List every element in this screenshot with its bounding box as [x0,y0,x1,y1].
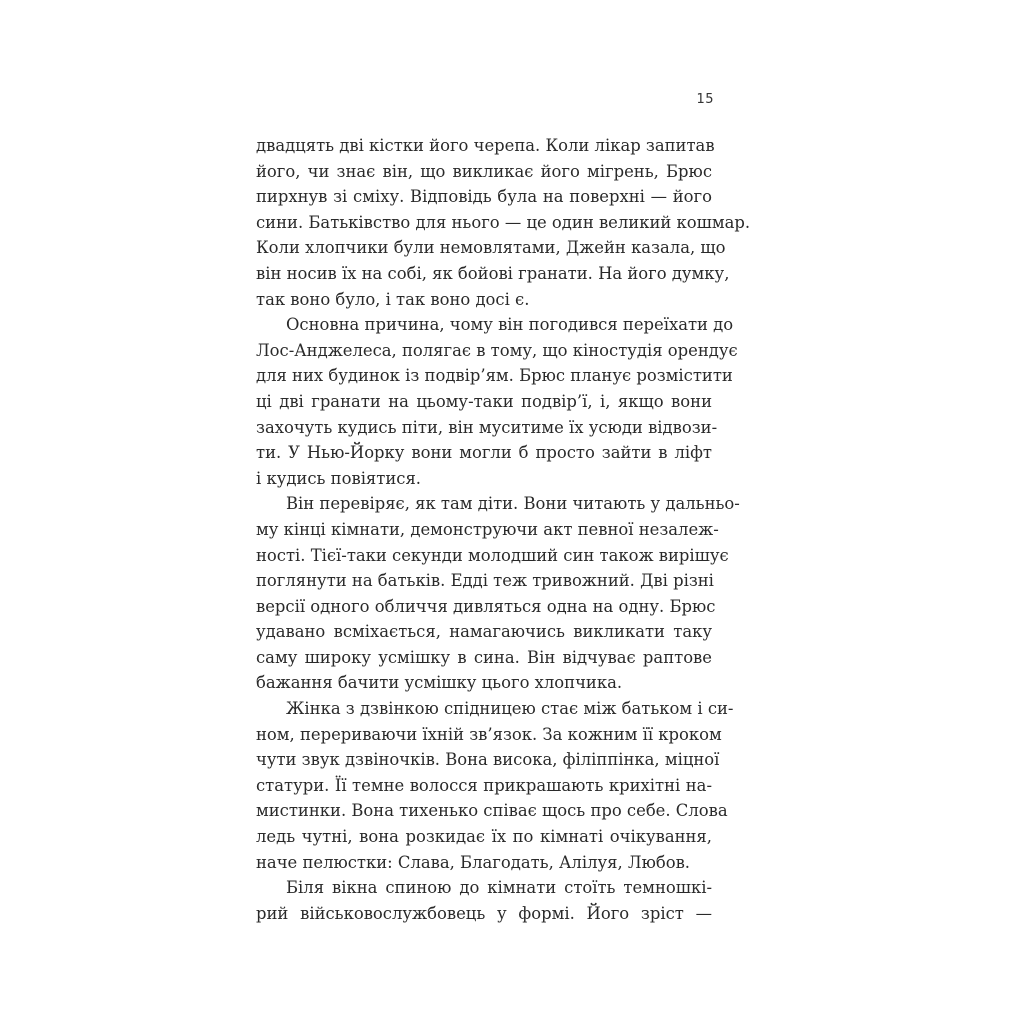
text-line: бажання бачити усмішку цього хлопчика. [256,673,623,693]
text-line: му кінці кімнати, демонструючи акт певної незалеж- [256,519,719,539]
text-line: так воно було, і так воно досі є. [256,289,530,309]
text-line: Лос-Анджелеса, полягає в тому, що кіностудія орендує [256,340,738,360]
paragraph-3 [256,491,740,696]
text-line: Коли хлопчики були немовлятами, Джейн казала, що [256,238,726,258]
paragraph-5 [256,875,712,926]
text-line: захочуть кудись піти, він муситиме їх усюди відвози- [256,417,718,437]
paragraph-1 [256,133,751,312]
paragraph-4 [256,696,734,875]
text-line: ледь чутні, вона розкидає їх по кімнаті очікування, [256,827,712,847]
text-line: для них будинок із подвір’ям. Брюс планує розмістити [256,366,733,386]
text-line: удавано всміхається, намагаючись викликати таку [256,622,712,642]
text-line: ном, перериваючи їхній зв’язок. За кожним її кроком [256,724,722,744]
text-line: чути звук дзвіночків. Вона висока, філіппінка, міцної [256,750,720,770]
text-line: ці дві гранати на цьому-таки подвір’ї, і, якщо вони [256,391,712,411]
text-line: двадцять дві кістки його черепа. Коли лікар запитав [256,136,715,155]
text-line: поглянути на батьків. Едді теж тривожний. Дві різні [256,571,714,591]
text-line: наче пелюстки: Слава, Благодать, Алілуя, Любов. [256,852,691,872]
text-line: Жінка з дзвінкою спідницею стає між батьком і си- [286,699,734,719]
text-line: Біля вікна спиною до кімнати стоїть темношкі- [286,878,712,898]
text-line: ти. У Нью-Йорку вони могли б просто зайти в ліфт [256,443,712,463]
text-line: і кудись повіятися. [256,468,421,488]
text-line: Він перевіряє, як там діти. Вони читають у дальньо- [286,494,740,514]
text-line: його, чи знає він, що викликає його мігрень, Брюс [256,161,712,181]
text-line: сини. Батьківство для нього — це один великий кошмар. [256,212,751,232]
body-text [256,133,751,926]
text-line: ності. Тієї-таки секунди молодший син також вирішує [256,545,729,565]
text-line: статури. Її темне волосся прикрашають крихітні на- [256,775,712,795]
paragraph-2 [256,312,738,491]
text-line: пирхнув зі сміху. Відповідь була на поверхні — його [256,187,712,207]
text-line: саму широку усмішку в сина. Він відчуває раптове [256,647,712,667]
text-line: Основна причина, чому він погодився переїхати до [286,315,734,335]
page-number: 15 [696,92,714,107]
text-line: версії одного обличчя дивляться одна на одну. Брюс [256,596,716,616]
text-line: він носив їх на собі, як бойові гранати. На його думку, [256,263,730,283]
text-line: рий військовослужбовець у формі. Його зріст — [256,903,712,923]
text-line: мистинки. Вона тихенько співає щось про себе. Слова [256,801,728,821]
